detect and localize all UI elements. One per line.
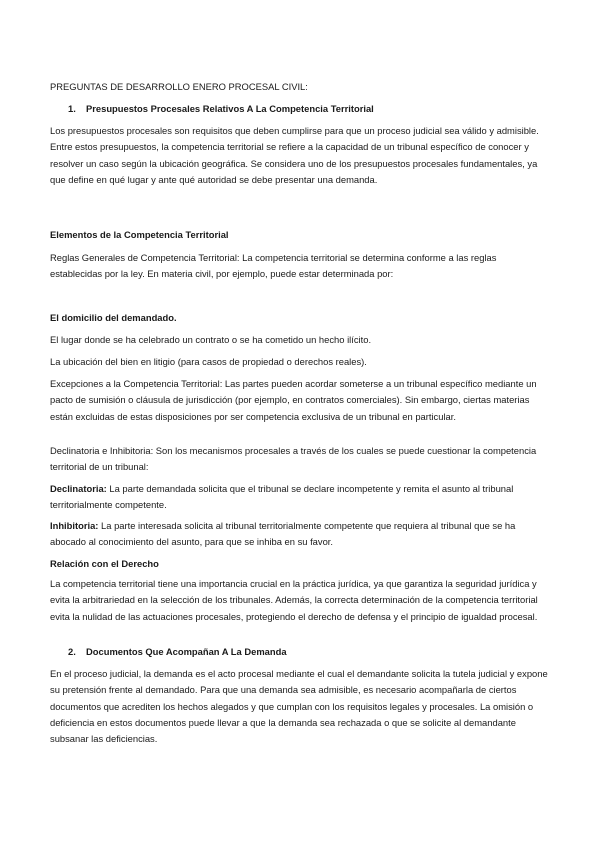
section-1-heading bbox=[68, 101, 374, 117]
section-2-heading bbox=[68, 644, 287, 660]
declinatoria-intro: Declinatoria e Inhibitoria: Son los mecanismos procesales a través de los cuales se puede cuestionar la competencia territorial de un tribunal: bbox=[50, 445, 537, 473]
section-1-intro: Los presupuestos procesales son requisitos que deben cumplirse para que un proceso judicial sea válido y admisible. Entre estos presupuestos, la competencia territorial se refiere a la capacidad de un tribunal específico de conocer y resolver un caso según la ubicación geográfica. Se considera uno de los presupuestos procesales fundamentales, ya que define en qué lugar y ante qué autoridad se debe presentar una demanda. bbox=[50, 125, 539, 185]
section-1-number: 1. bbox=[68, 103, 76, 114]
elementos-heading: Elementos de la Competencia Territorial bbox=[50, 229, 229, 240]
section-1-title: Presupuestos Procesales Relativos A La Competencia Territorial bbox=[86, 103, 374, 114]
section-2-title: Documentos Que Acompañan A La Demanda bbox=[86, 646, 287, 657]
section-2-number: 2. bbox=[68, 646, 76, 657]
document-title: PREGUNTAS DE DESARROLLO ENERO PROCESAL CIVIL: bbox=[50, 81, 308, 92]
domicilio-item: El domicilio del demandado. bbox=[50, 312, 177, 323]
relacion-heading: Relación con el Derecho bbox=[50, 558, 159, 569]
lugar-item: El lugar donde se ha celebrado un contrato o se ha cometido un hecho ilícito. bbox=[50, 334, 372, 345]
inhibitoria-text: La parte interesada solicita al tribunal territorialmente competente que requiera al tribunal que se ha abocado al conocimiento del asunto, para que se inhiba en su favor. bbox=[50, 520, 516, 548]
declinatoria-text: La parte demandada solicita que el tribunal se declare incompetente y remita el asunto al tribunal territorialmente competente. bbox=[50, 483, 514, 511]
declinatoria-label: Declinatoria: bbox=[50, 483, 107, 494]
section-2-paragraph: En el proceso judicial, la demanda es el acto procesal mediante el cual el demandante solicita la tutela judicial y expone su pretensión frente al demandado. Para que una demanda sea admisible, es necesario acompañarla de ciertos documentos que acrediten los hechos alegados y que cumplan con los requisitos legales y procesales. La omisión o deficiencia en estos documentos puede llevar a que la demanda sea rechazada o que se solicite al demandante subsanar las deficiencias. bbox=[50, 668, 548, 745]
declinatoria-paragraph bbox=[50, 481, 550, 514]
reglas-paragraph: Reglas Generales de Competencia Territorial: La competencia territorial se determina conforme a las reglas establecidas por la ley. En materia civil, por ejemplo, puede estar determinada por: bbox=[50, 252, 497, 280]
inhibitoria-paragraph bbox=[50, 518, 550, 551]
excepciones-paragraph: Excepciones a la Competencia Territorial: Las partes pueden acordar someterse a un tribunal específico mediante un pacto de sumisión o cláusula de jurisdicción (por ejemplo, en contratos comerciales). Sin embargo, ciertas materias están excluidas de estas disposiciones por ser competencia exclusiva de un tribunal en particular. bbox=[50, 378, 537, 422]
ubicacion-item: La ubicación del bien en litigio (para casos de propiedad o derechos reales). bbox=[50, 356, 367, 367]
inhibitoria-label: Inhibitoria: bbox=[50, 520, 99, 531]
relacion-paragraph: La competencia territorial tiene una importancia crucial en la práctica jurídica, ya que garantiza la seguridad jurídica y evita la arbitrariedad en la selección de los tribunales. Además, la correcta determinación de la competencia territorial evita la nulidad de las actuaciones procesales, protegiendo el derecho de defensa y el principio de igualdad procesal. bbox=[50, 578, 538, 622]
